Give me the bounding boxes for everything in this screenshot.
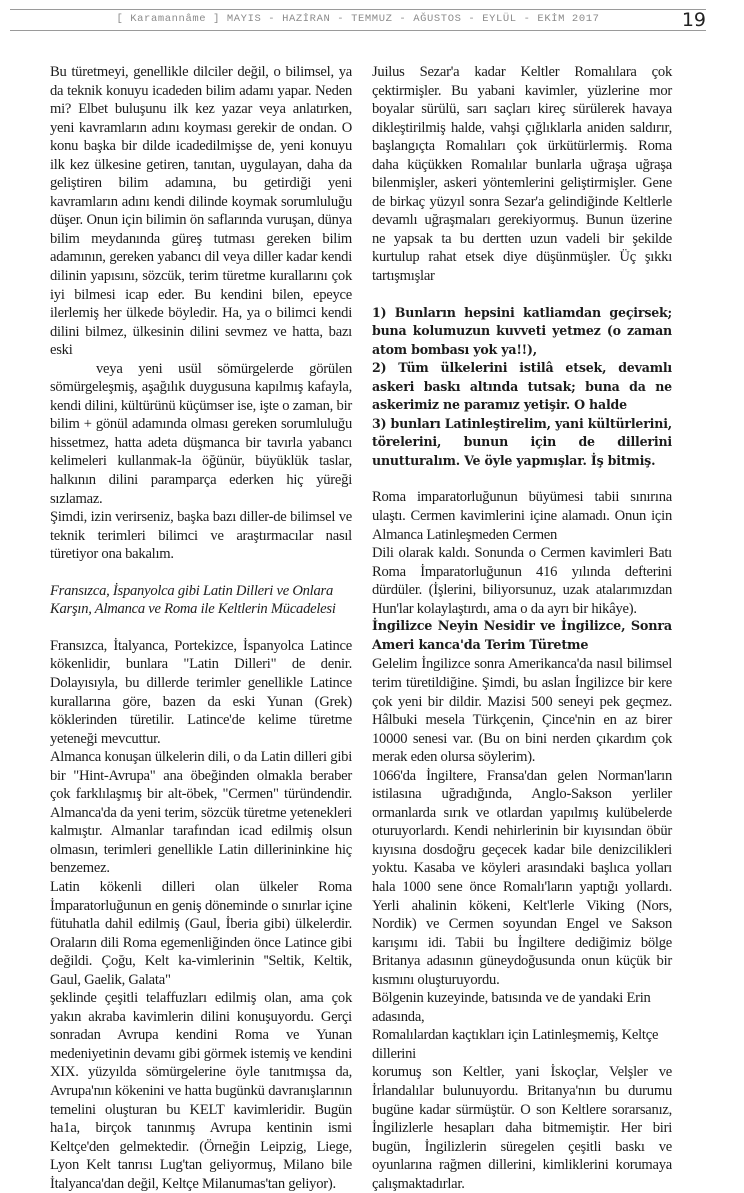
paragraph: Latin kökenli dilleri olan ülkeler Roma İmparatorluğunun en geniş döneminde o sınırlar içine fütuhatla dahil edilmiş (Gaul, İberia gibi) ülkelerdir. Oraların dili Roma egemenliğinden önce Latince gibi değildi. Çoğu, Kelt ka-vimlerinin ''Seltik, Keltik, Gaul, Gaelik, Galata": [50, 878, 352, 988]
running-title: [ Karamannâme ] MAYIS - HAZİRAN - TEMMUZ - AĞUSTOS - EYLÜL - EKİM 2017: [116, 13, 600, 25]
section-heading: Fransızca, İspanyolca gibi Latin Dilleri ve Onlara Karşın, Almanca ve Roma ile Keltlerin Mücadelesi: [50, 582, 336, 618]
option-item: 1) Bunların hepsini katliamdan geçirsek; buna kolumuzun kuvveti yetmez (o zaman atom bombası yok ya!!),: [372, 304, 672, 357]
left-column: [50, 63, 352, 1193]
spacer: [50, 564, 352, 582]
paragraph-line: Bölgenin kuzeyinde, batısında ve de yandaki Erin adasında,: [372, 990, 651, 1025]
paragraph: veya yeni usül sömürgelerde görülen sömürgeleşmiş, aşağılık duygusuna kapılmış kafayla, kendi dilini, kültürünü küçümser ise, işte o zaman, bir bilim + gönül adamında olması gereken sorumluluğu hissetmez, hatta adeta düşmanca bir tavırla yabancı kelimeleri kullanmak-la öğünür, büyüklük taslar, halkının dilini paramparça ederken hiç yüreği sızlamaz.: [50, 360, 352, 507]
paragraph: şeklinde çeşitli telaffuzları edilmiş olan, ama çok yakın akraba kavimlerin dilini konuşuyordu. Gerçi sonradan Avrupa kendini Roma ve Yunan medeniyetinin devamı gibi görmek istemiş ve kendini XIX. yüzyılda sömürgelerine öyle tanıtmışsa da, Avrupa'nın kökenini ve hatta bugünkü davranışlarının temelini oluşturan bu KELT kavimleridir. Bugün ha1a, birçok tanınmış Avrupa kentinin ismi Keltçe'den gelmektedir. (Örneğin Leipzig, Liege, Lyon Kelt tanrısı Lug'tan geliyormuş, Milano bile İtalyanca'dan değil, Keltçe Milanumas'tan geliyor).: [50, 990, 352, 1192]
paragraph: Almanca konuşan ülkelerin dili, o da Latin dilleri gibi bir "Hint-Avrupa" ana öbeğinden olmakla beraber çok farklılaşmış bir alt-öbek, "Cermen" türündendir. Almanca'da da yeni terim, sözcük türetme yetenekleri kalmıştır. Almanlar tarafından icad edilmiş olsun olmasın, terimleri genellikle Latin dillerininkine hiç benzemez.: [50, 749, 352, 877]
paragraph: Gelelim İngilizce sonra Amerikanca'da nasıl bilimsel terim türetildiğine. Şimdi, bu aslan İngilizce bir kere çok yeni bir dildir. Mazisi 500 seneyi pek geçmez. Hâlbuki mesela Türkçenin, Çince'nin en az birer 10000 senesi var. (Bu on bini nerden çıkardım çok merak eden olursa söylerim).: [372, 656, 672, 766]
right-column: [372, 63, 672, 1193]
page-number: 19: [681, 9, 706, 31]
paragraph: 1066'da İngiltere, Fransa'dan gelen Norman'ların istilasına uğradığında, Anglo-Sakson yerliler ormanlarda sırık ve otlardan yapılmış kulübelerde oturuyorlardı. Kendi nehirlerinin bir kıyısından öbür kıyısına dosdoğru geçecek kadar bile denizcilikleri yoktu. Kasaba ve köyleri arasındaki başlıca yolları hala 1000 sene önce Romalı'ların yaptığı yollardı. Yerli ahalinin kökeni, Kelt'lerle Viking (Nors, Nordik) ve Cermen soyundan Engel ve Sakson karışımı idi. Tabii bu İngiltere dediğimiz bölge Britanya adasının güneydoğusunda onun küçük bir kısmını oluşturuyordu.: [372, 767, 672, 988]
running-header: [10, 9, 706, 31]
option-item: 3) bunları Latinleştirelim, yani kültürlerini, törelerini, bunun için de dillerini unutturalım. Ve öyle yapmışlar. İş bitmiş.: [372, 415, 672, 468]
paragraph: Fransızca, İtalyanca, Portekizce, İspanyolca Latince kökenlidir, bunlara "Latin Dilleri" de denir. Dolayısıyla, bu dillerde terimler genellikle Latince kurallarına göre, bazen da eski Yunan (Grek) köklerinden türetilir. Latince'de kelime türetme yeteneği mevcuttur.: [50, 637, 352, 747]
paragraph: Roma imparatorluğunun büyümesi tabii sınırına ulaştı. Cermen kavimlerini içine alamadı. Onun için Almanca Latinleşmeden Cermen: [372, 489, 672, 543]
paragraph: korumuş son Keltler, yani İskoçlar, Velşler ve İrlandalılar bulunuyordu. Britanya'nın bu durumu bugüne kadar sürmüştür. O son Keltlere sorarsanız, İngilizlerle hesapları daha bitmemiştir. Her biri bugün, İngilizlerin süregelen çeşitli baskı ve oyunlarına rağmen dillerini, kimliklerini korumaya çalışmaktadırlar.: [372, 1064, 672, 1192]
spacer: [50, 619, 352, 637]
paragraph: Dili olarak kaldı. Sonunda o Cermen kavimleri Batı Roma İmparatorluğunun 416 yılında defterini dürdüler. (İşlerini, biliyorsunuz, uzak atalarımızdan Hun'lar kolaylaştırdı, ama o da ayrı bir hikâye).: [372, 545, 672, 617]
section-subheading: İngilizce Neyin Nesidir ve İngilizce, Sonra Ameri kanca'da Terim Türetme: [372, 619, 672, 653]
paragraph: Şimdi, izin verirseniz, başka bazı diller-de bilimsel ve teknik terimleri bilimci ve araştırmacılar nasıl türetiyor ona bakalım.: [50, 509, 352, 563]
paragraph: Bu türetmeyi, genellikle dilciler değil, o bilimsel, ya da teknik konuyu icadeden bilim adamı yapar. Neden mi? Elbet buluşunu ilk kez yazar veya anlatırken, yeni kavramların adını koyması gerekir de ondan. O konu başka bir dilde icadedilmişse de, yeni konuyu ilk kez ülkesine getiren, tanıtan, uygulayan, daha da geliştiren bilim adamına, bu getirdiği yeni kavramların adını kendi dilinde koymak sorumluluğu düşer. Onun için bilimin ön saflarında vuruşan, dünya bilim meydanında güreş tutması gereken bilim adamının, gereken yabancı dil veya diller kadar kendi dilinin yapısını, sözcük, terim türetme kurallarını çok iyi bilmesi icap eder. Bu kendini bilen, epeyce ilerlemiş her ülkede böyledir. Ha, ya o bilimci kendi dilini bilmez, ülkesinin dilini sevmez ve hatta, bazı eski: [50, 64, 352, 359]
spacer: [372, 470, 672, 488]
spacer: [372, 286, 672, 304]
option-item: 2) Tüm ülkelerini istilâ etsek, devamlı askeri baskı altında tutsak; buna da ne askerimiz ne paramız yetişir. O halde: [372, 360, 672, 413]
paragraph: Juilus Sezar'a kadar Keltler Romalılara çok çektirmişler. Bu yabani kavimler, yüzlerine mor boyalar sürülü, sarı saçları kireç sürülerek havaya dikleştirilmiş halde, vahşi çığlıklarla aniden saldırır, başlangıçta Romalıları çok ürkütürlermiş. Roma daha küçükken Romalılar bunlarla uğraşa uğraşa bilenmişler, askeri yöntemlerini geliştirmişler. Gene de birkaç yüzyıl sonra Sezar'a gelindiğinde Keltlerle devamlı uğraşmaları gerekiyormuş. Bunun üzerine ne yapsak ta bu dertten uzun vadeli bir şekilde kurtulup rahat etsek diye düşünmüşler. Üç şıkkı tartışmışlar: [372, 64, 672, 285]
paragraph-line: Romalılardan kaçtıkları için Latinleşmemiş, Keltçe dillerini: [372, 1027, 659, 1062]
